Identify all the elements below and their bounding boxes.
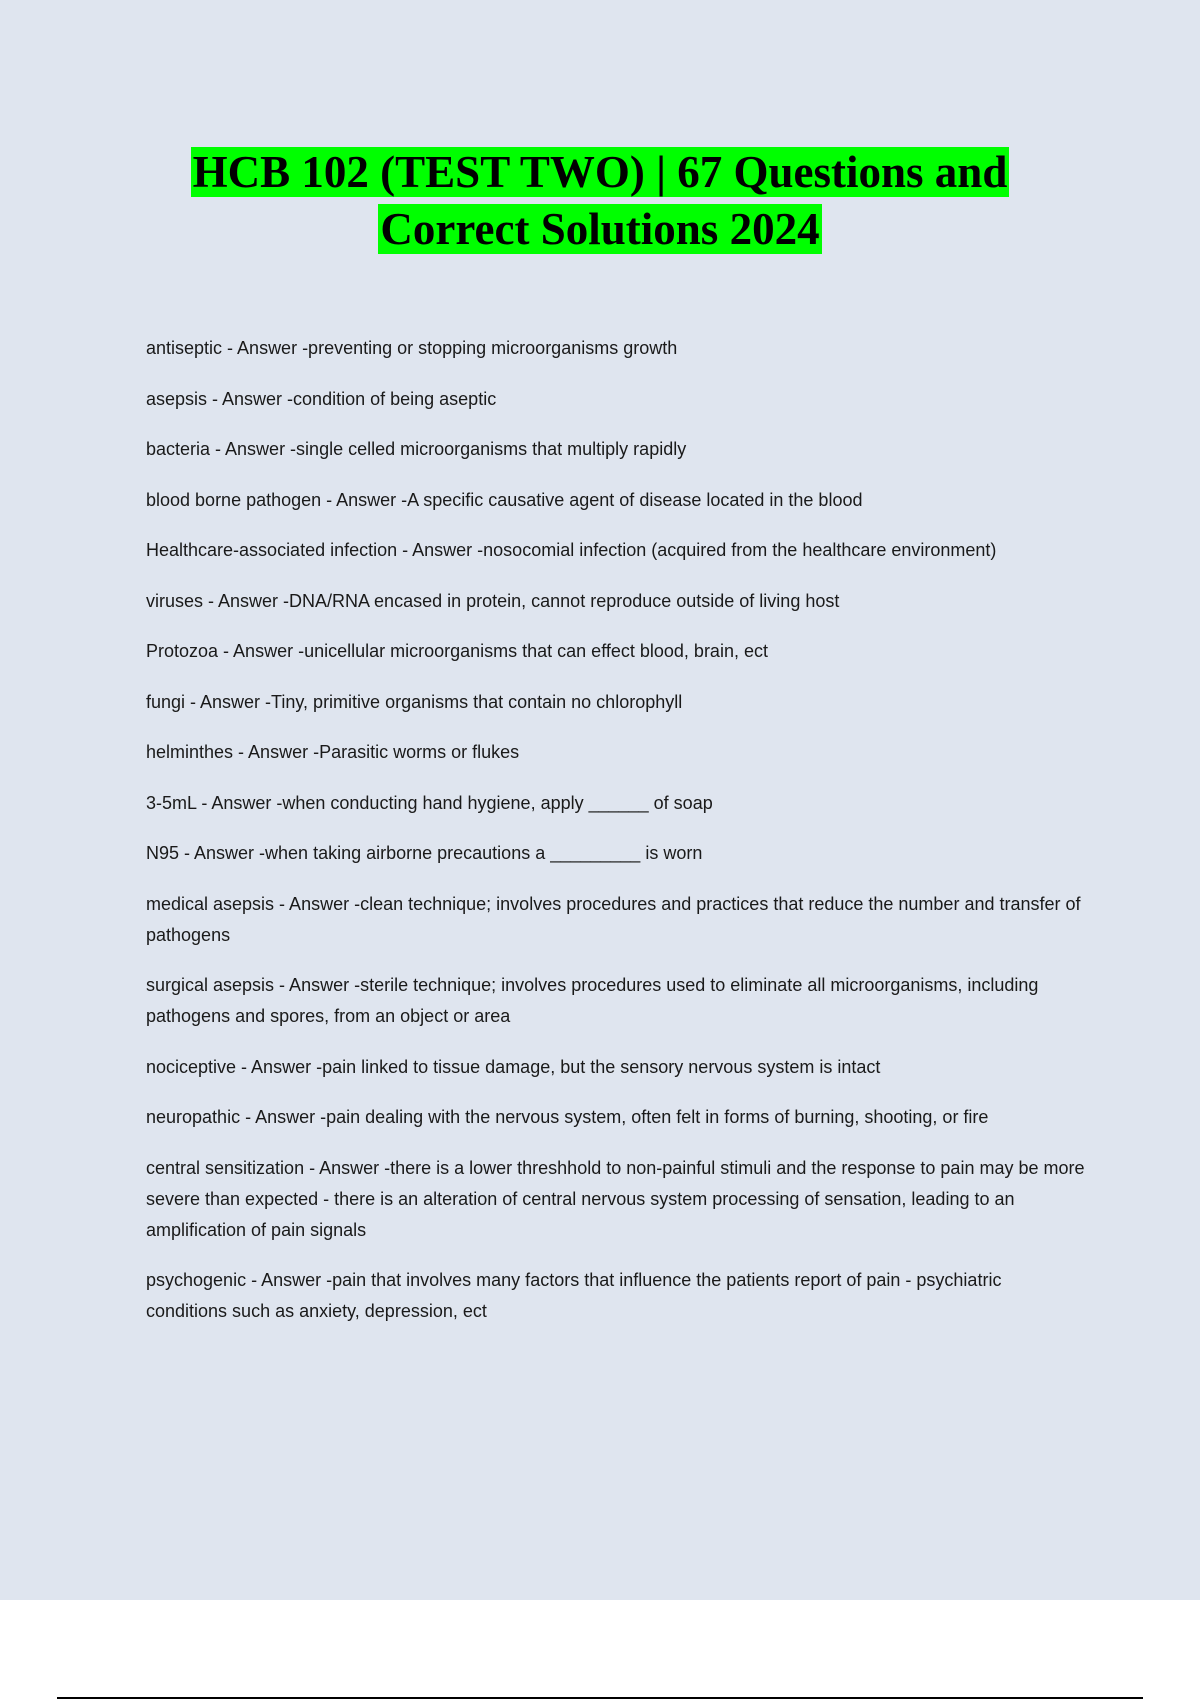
title-line-2: Correct Solutions 2024	[380, 204, 820, 254]
qa-item: psychogenic - Answer -pain that involves many factors that influence the patients report of pain - psychiatric conditions such as anxiety, depression, ect	[146, 1270, 1002, 1321]
qa-item: viruses - Answer -DNA/RNA encased in protein, cannot reproduce outside of living host	[146, 590, 840, 611]
page-title	[0, 144, 1200, 258]
qa-item: 3-5mL - Answer -when conducting hand hygiene, apply ______ of soap	[146, 792, 713, 813]
qa-list	[146, 333, 1086, 1347]
qa-item: bacteria - Answer -single celled microorganisms that multiply rapidly	[146, 439, 687, 459]
qa-item: surgical asepsis - Answer -sterile technique; involves procedures used to eliminate all microorganisms, including pathogens and spores, from an object or area	[146, 975, 1039, 1026]
qa-item: antiseptic - Answer -preventing or stopping microorganisms growth	[146, 338, 678, 358]
document-title	[0, 144, 1200, 258]
qa-item: central sensitization - Answer -there is a lower threshhold to non-painful stimuli and the response to pain may be more severe than expected - there is an alteration of central nervous system processing of sensation, leading to an amplification of pain signals	[146, 1157, 1085, 1240]
qa-item: medical asepsis - Answer -clean technique; involves procedures and practices that reduce the number and transfer of pathogens	[146, 893, 1081, 945]
qa-item: nociceptive - Answer -pain linked to tissue damage, but the sensory nervous system is intact	[146, 1056, 881, 1077]
qa-item: asepsis - Answer -condition of being aseptic	[146, 388, 497, 409]
qa-item: Healthcare-associated infection - Answer -nosocomial infection (acquired from the healthcare environment)	[146, 540, 997, 560]
qa-item: neuropathic - Answer -pain dealing with the nervous system, often felt in forms of burning, shooting, or fire	[146, 1107, 989, 1127]
footer-divider	[57, 1697, 1143, 1699]
qa-item: blood borne pathogen - Answer -A specific causative agent of disease located in the blood	[146, 489, 863, 510]
qa-item: Protozoa - Answer -unicellular microorganisms that can effect blood, brain, ect	[146, 641, 768, 661]
qa-item: helminthes - Answer -Parasitic worms or flukes	[146, 742, 520, 762]
qa-item: fungi - Answer -Tiny, primitive organisms that contain no chlorophyll	[146, 691, 683, 712]
qa-item: N95 - Answer -when taking airborne precautions a _________ is worn	[146, 843, 703, 863]
title-line-1: HCB 102 (TEST TWO) | 67 Questions and	[192, 147, 1008, 197]
